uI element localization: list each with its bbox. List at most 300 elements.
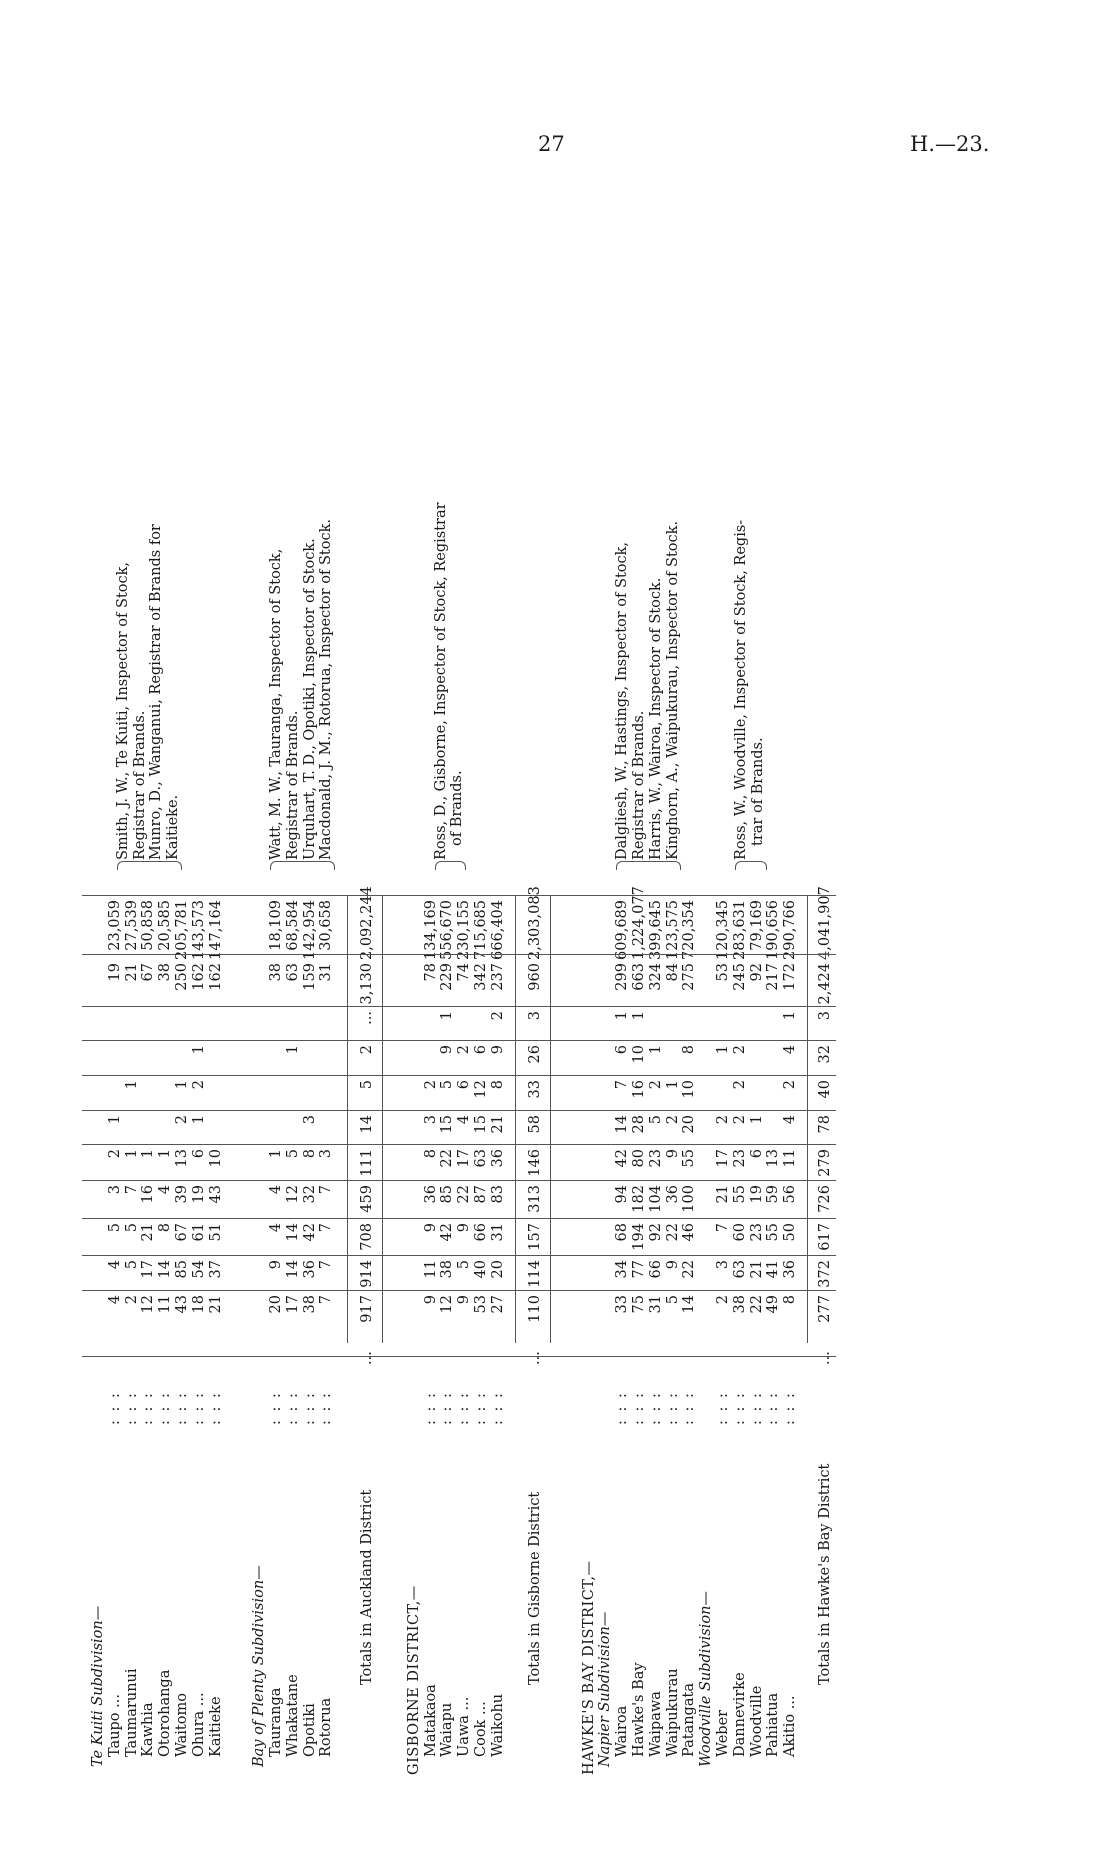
leader-dots: : : : — [190, 1391, 207, 1425]
row-value: 11 — [782, 1149, 799, 1168]
row-value: 4 — [782, 1045, 799, 1055]
row-value: 9 — [268, 1260, 285, 1270]
leader-dots: : : : — [489, 1391, 506, 1425]
row-value: 42 — [301, 1223, 318, 1242]
row-label: Otorohanga — [157, 1669, 174, 1757]
leader-dots: : : : — [123, 1391, 140, 1425]
row-value: 2 — [647, 1080, 664, 1090]
row-value: 8 — [489, 1080, 506, 1090]
leader-dots: : : : — [318, 1391, 335, 1425]
leader-dots: : : : — [268, 1391, 285, 1425]
row-value: 917 — [358, 1295, 375, 1323]
row-value: 14 — [681, 1295, 698, 1314]
row-value: 5 — [456, 1260, 473, 1270]
row-value: 2 — [106, 1149, 123, 1159]
leader-dots: : : : — [748, 1391, 765, 1425]
row-value: 960 — [526, 963, 543, 991]
row-value: 3 — [422, 1115, 439, 1125]
rule — [82, 1255, 836, 1256]
row-label: Dannevirke — [731, 1672, 748, 1757]
row-value: 16 — [140, 1185, 157, 1204]
row-label: Waiapu — [439, 1702, 456, 1757]
row-value: 2 — [782, 1080, 799, 1090]
row-value: 229 — [439, 963, 456, 991]
row-value: 61 — [190, 1223, 207, 1242]
row-value: 8 — [301, 1149, 318, 1159]
remark-line: Urquhart, T. D., Opotiki, Inspector of Stock. — [301, 538, 318, 860]
row-value: 230,155 — [456, 900, 473, 960]
leader-dots: : : : — [664, 1391, 681, 1425]
row-value: 1 — [123, 1149, 140, 1159]
row-value: 74 — [456, 963, 473, 982]
rule — [807, 895, 808, 1343]
row-value: 299 — [614, 963, 631, 991]
row-value: 19 — [190, 1185, 207, 1204]
row-value: 111 — [358, 1149, 375, 1177]
remark-line: Registrar of Brands. — [284, 710, 301, 860]
stock-return-table — [72, 220, 882, 1795]
row-value: 4 — [106, 1260, 123, 1270]
leader-dots: : : : — [422, 1391, 439, 1425]
row-value: 31 — [318, 963, 335, 982]
row-value: 38 — [731, 1295, 748, 1314]
leader-dots: : : : — [647, 1391, 664, 1425]
leader-dots: : : : — [456, 1391, 473, 1425]
row-value: 63 — [284, 963, 301, 982]
row-value: 85 — [439, 1185, 456, 1204]
row-value: 726 — [817, 1185, 834, 1213]
row-value: 1 — [284, 1045, 301, 1055]
row-value: 2 — [422, 1080, 439, 1090]
leader-dots: : : : — [630, 1391, 647, 1425]
row-label: Waitomo — [174, 1693, 190, 1757]
row-value: 68,584 — [284, 900, 301, 951]
row-value: 100 — [681, 1185, 698, 1213]
row-value: 54 — [190, 1260, 207, 1279]
leader-dots: : : : — [207, 1391, 224, 1425]
row-value: 5 — [123, 1260, 140, 1270]
brace — [435, 861, 467, 870]
row-value: 2 — [664, 1115, 681, 1125]
row-value: 20 — [268, 1295, 285, 1314]
row-value: 13 — [174, 1149, 190, 1168]
row-value: 399,645 — [647, 900, 664, 960]
row-label: Taupo ... — [106, 1694, 123, 1757]
row-value: 87 — [473, 1185, 490, 1204]
row-value: 250 — [174, 963, 190, 991]
row-value: 58 — [526, 1115, 543, 1134]
row-value: 110 — [526, 1295, 543, 1323]
row-value: 60 — [731, 1223, 748, 1242]
row-value: 18 — [190, 1295, 207, 1314]
row-value: 15 — [439, 1115, 456, 1134]
row-value: 34 — [614, 1260, 631, 1279]
row-value: 12 — [284, 1185, 301, 1204]
row-value: 80 — [630, 1149, 647, 1168]
row-value: 37 — [207, 1260, 224, 1279]
leader-dots: : : : — [731, 1391, 748, 1425]
row-value: 120,345 — [714, 900, 731, 960]
row-value: 7 — [614, 1080, 631, 1090]
row-value: 13 — [765, 1149, 782, 1168]
row-value: 2 — [123, 1295, 140, 1305]
row-label: Akitio ... — [782, 1695, 799, 1757]
row-value: 1 — [157, 1149, 174, 1159]
row-value: 66 — [473, 1223, 490, 1242]
row-value: 9 — [489, 1045, 506, 1055]
row-label: Totals in Auckland District — [358, 1489, 375, 1685]
remark-line: Watt, M. W., Tauranga, Inspector of Stock, — [268, 548, 285, 860]
rule — [82, 1356, 836, 1357]
rule — [82, 1290, 836, 1291]
row-value: 36 — [422, 1185, 439, 1204]
row-value: 63 — [731, 1260, 748, 1279]
row-value: 17 — [456, 1149, 473, 1168]
remark-line: Smith, J. W., Te Kuiti, Inspector of Stock, — [114, 561, 131, 860]
row-value: 7 — [123, 1185, 140, 1195]
row-value: 38 — [439, 1260, 456, 1279]
row-value: 8 — [157, 1223, 174, 1233]
row-value: 51 — [207, 1223, 224, 1242]
row-value: 83 — [489, 1185, 506, 1204]
brace — [270, 861, 335, 870]
row-value: 5 — [123, 1223, 140, 1233]
row-value: 2,303,083 — [526, 886, 543, 960]
row-value: 4 — [106, 1295, 123, 1305]
row-value: 190,656 — [765, 900, 782, 960]
subdivision-title: HAWKE'S BAY DISTRICT,— — [580, 1560, 597, 1775]
brace — [616, 861, 681, 870]
row-value: 7 — [318, 1185, 335, 1195]
row-value: 2 — [456, 1045, 473, 1055]
row-value: 104 — [647, 1185, 664, 1213]
row-value: 39 — [174, 1185, 190, 1204]
row-label: Waikohu — [489, 1693, 506, 1757]
row-value: 2 — [731, 1080, 748, 1090]
row-value: 142,954 — [301, 900, 318, 960]
row-value: 12 — [439, 1295, 456, 1314]
row-value: 14 — [284, 1260, 301, 1279]
row-value: 75 — [630, 1295, 647, 1314]
row-value: 182 — [630, 1185, 647, 1213]
row-value: 21 — [140, 1223, 157, 1242]
row-value: 23 — [731, 1149, 748, 1168]
row-value: 11 — [422, 1260, 439, 1279]
row-value: 1 — [439, 1011, 456, 1021]
row-value: 92 — [748, 963, 765, 982]
remark-line: Registrar of Brands. — [630, 710, 647, 860]
row-label: Whakatane — [284, 1674, 301, 1757]
remark-line: Registrar of Brands. — [131, 710, 148, 860]
row-value: 372 — [817, 1260, 834, 1288]
row-value: 5 — [439, 1080, 456, 1090]
row-value: 237 — [489, 963, 506, 991]
rule — [82, 1180, 836, 1181]
row-value: 9 — [664, 1260, 681, 1270]
row-value: 3 — [526, 1011, 543, 1021]
leader-dots: : : : — [473, 1391, 490, 1425]
row-value: 6 — [456, 1080, 473, 1090]
leader-dots: : : : — [284, 1391, 301, 1425]
row-value: 22 — [456, 1185, 473, 1204]
row-value: 27 — [489, 1295, 506, 1314]
row-value: 18,109 — [268, 900, 285, 951]
row-value: 38 — [268, 963, 285, 982]
remark-line: Ross, W., Woodville, Inspector of Stock, Regis- — [732, 519, 749, 860]
remark-line: Kaitieke. — [165, 794, 182, 860]
row-value: 36 — [301, 1260, 318, 1279]
row-value: 9 — [456, 1223, 473, 1233]
row-value: 720,354 — [681, 900, 698, 960]
row-value: 92 — [647, 1223, 664, 1242]
row-value: 2,424 — [817, 963, 834, 1005]
row-value: 3 — [301, 1115, 318, 1125]
row-value: 10 — [681, 1080, 698, 1099]
row-value: 30,658 — [318, 900, 335, 951]
rule — [82, 1006, 836, 1007]
rule — [82, 954, 836, 955]
rule — [550, 895, 551, 1343]
row-value: 159 — [301, 963, 318, 991]
row-value: 2 — [731, 1115, 748, 1125]
row-value: 36 — [489, 1149, 506, 1168]
row-value: 55 — [681, 1149, 698, 1168]
row-value: 324 — [647, 963, 664, 991]
row-value: 14 — [358, 1115, 375, 1134]
row-value: 17 — [140, 1260, 157, 1279]
row-value: 2 — [714, 1115, 731, 1125]
row-value: 67 — [174, 1223, 190, 1242]
row-value: 1 — [630, 1011, 647, 1021]
row-value: 40 — [817, 1080, 834, 1099]
row-value: 3 — [106, 1185, 123, 1195]
rule — [82, 895, 836, 896]
row-label: Kaitieke — [207, 1696, 224, 1757]
row-value: 5 — [647, 1115, 664, 1125]
row-value: 79,169 — [748, 900, 765, 951]
leader-dots: : : : — [782, 1391, 799, 1425]
row-value: 914 — [358, 1260, 375, 1288]
row-value: 21 — [714, 1185, 731, 1204]
row-value: 14 — [284, 1223, 301, 1242]
row-value: 1 — [614, 1011, 631, 1021]
remark-line: of Brands. — [449, 770, 466, 846]
row-value: 17 — [714, 1149, 731, 1168]
row-value: 23 — [748, 1223, 765, 1242]
row-value: 20 — [489, 1260, 506, 1279]
remark-line: trar of Brands. — [749, 737, 766, 846]
row-value: 2 — [358, 1045, 375, 1055]
row-value: 162 — [190, 963, 207, 991]
row-value: 556,670 — [439, 900, 456, 960]
row-value: 3 — [817, 1011, 834, 1021]
row-label: Ohura ... — [190, 1692, 207, 1757]
row-label: Weber — [714, 1709, 731, 1757]
row-value: 6 — [473, 1045, 490, 1055]
row-value: 1 — [106, 1115, 123, 1125]
row-value: 78 — [422, 963, 439, 982]
row-value: 459 — [358, 1185, 375, 1213]
row-label: Totals in Hawke's Bay District — [817, 1463, 834, 1685]
leader-dots: : : : — [714, 1391, 731, 1425]
row-value: 9 — [439, 1045, 456, 1055]
row-value: 7 — [714, 1223, 731, 1233]
row-value: 9 — [422, 1295, 439, 1305]
row-value: 33 — [526, 1080, 543, 1099]
row-value: 21 — [123, 963, 140, 982]
row-value: 36 — [664, 1185, 681, 1204]
row-value: 46 — [681, 1223, 698, 1242]
subdivision-title: Woodville Subdivision— — [698, 1591, 715, 1767]
row-label: Rotorua — [318, 1697, 335, 1757]
row-value: 68 — [614, 1223, 631, 1242]
row-value: 1 — [190, 1115, 207, 1125]
row-value: 43 — [207, 1185, 224, 1204]
row-value: 1 — [748, 1115, 765, 1125]
row-value: 1 — [190, 1045, 207, 1055]
brace — [117, 861, 182, 870]
row-value: 85 — [174, 1260, 190, 1279]
row-value: 342 — [473, 963, 490, 991]
row-value: 708 — [358, 1223, 375, 1251]
row-value: 617 — [817, 1223, 834, 1251]
row-value: 146 — [526, 1149, 543, 1177]
row-value: 162 — [207, 963, 224, 991]
row-value: 23 — [647, 1149, 664, 1168]
row-value: 3 — [318, 1149, 335, 1159]
row-value: 21 — [748, 1260, 765, 1279]
row-value: 2 — [190, 1080, 207, 1090]
subdivision-title: GISBORNE DISTRICT,— — [405, 1585, 422, 1775]
remark-line: Munro, D., Wanganui, Registrar of Brands for — [148, 524, 165, 860]
row-value: 4 — [268, 1223, 285, 1233]
row-value: 15 — [473, 1115, 490, 1134]
row-label: Taumarunui — [123, 1668, 140, 1757]
rule — [82, 1040, 836, 1041]
row-value: 157 — [526, 1223, 543, 1251]
leader-dots: : : : — [174, 1391, 190, 1425]
row-value: 19 — [106, 963, 123, 982]
page-number: 27 — [538, 132, 565, 156]
row-label: Cook ... — [473, 1701, 490, 1757]
row-value: 43 — [174, 1295, 190, 1314]
row-value: 205,781 — [174, 900, 190, 960]
remark-line: Harris, W., Wairoa, Inspector of Stock. — [647, 577, 664, 860]
row-value: 22 — [664, 1223, 681, 1242]
subdivision-title: Napier Subdivision— — [597, 1611, 614, 1767]
row-value: 715,685 — [473, 900, 490, 960]
row-value: 6 — [614, 1045, 631, 1055]
row-value: 4 — [456, 1115, 473, 1125]
row-value: 5 — [106, 1223, 123, 1233]
row-value: 38 — [157, 963, 174, 982]
row-value: 4 — [157, 1185, 174, 1195]
remark-line: Ross, D., Gisborne, Inspector of Stock, Registrar — [432, 502, 449, 860]
row-value: 2 — [714, 1295, 731, 1305]
rule — [515, 895, 516, 1343]
row-value: 147,164 — [207, 900, 224, 960]
row-value: 66 — [647, 1260, 664, 1279]
row-value: 77 — [630, 1260, 647, 1279]
row-label: Wairoa — [614, 1705, 631, 1757]
row-value: 1 — [174, 1080, 190, 1090]
row-value: 31 — [647, 1295, 664, 1314]
row-value: 32 — [817, 1045, 834, 1064]
row-value: 40 — [473, 1260, 490, 1279]
row-value: 2 — [731, 1045, 748, 1055]
row-value: 2,092,244 — [358, 886, 375, 960]
row-value: 9 — [664, 1149, 681, 1159]
row-value: 53 — [714, 963, 731, 982]
row-value: 22 — [748, 1295, 765, 1314]
row-value: 20 — [681, 1115, 698, 1134]
row-label: Patangata — [681, 1683, 698, 1757]
subdivision-title: Bay of Plenty Subdivision— — [251, 1565, 268, 1767]
rule — [382, 895, 383, 1343]
row-value: 20,585 — [157, 900, 174, 951]
row-value: 609,689 — [614, 900, 631, 960]
row-value: 1 — [647, 1045, 664, 1055]
row-value: 23,059 — [106, 900, 123, 951]
row-value: 50,858 — [140, 900, 157, 951]
rule — [82, 1218, 836, 1219]
row-value: 114 — [526, 1260, 543, 1288]
rule — [82, 1075, 836, 1076]
row-value: 94 — [614, 1185, 631, 1204]
row-value: 14 — [157, 1260, 174, 1279]
row-value: 41 — [765, 1260, 782, 1279]
row-value: 290,766 — [782, 900, 799, 960]
row-value: 21 — [489, 1115, 506, 1134]
row-value: 5 — [664, 1295, 681, 1305]
row-label: Pahiatua — [765, 1692, 782, 1757]
row-value: 194 — [630, 1223, 647, 1251]
total-dots: ... — [526, 1351, 543, 1365]
leader-dots: : : : — [681, 1391, 698, 1425]
row-value: ... — [358, 1011, 375, 1025]
row-value: 50 — [782, 1223, 799, 1242]
row-value: 663 — [630, 963, 647, 991]
report-reference: H.—23. — [910, 132, 990, 156]
row-value: 42 — [614, 1149, 631, 1168]
row-value: 6 — [190, 1149, 207, 1159]
row-value: 2 — [489, 1011, 506, 1021]
row-label: Waipukurau — [664, 1668, 681, 1757]
leader-dots: : : : — [614, 1391, 631, 1425]
row-value: 172 — [782, 963, 799, 991]
row-value: 22 — [681, 1260, 698, 1279]
row-value: 217 — [765, 963, 782, 991]
row-value: 6 — [748, 1149, 765, 1159]
row-value: 1 — [664, 1080, 681, 1090]
row-value: 12 — [140, 1295, 157, 1314]
row-value: 14 — [614, 1115, 631, 1134]
rule — [82, 1144, 836, 1145]
remark-line: Macdonald, J. M., Rotorua, Inspector of Stock. — [318, 519, 335, 860]
brace — [735, 861, 767, 870]
row-value: 8 — [782, 1295, 799, 1305]
row-value: 283,631 — [731, 900, 748, 960]
row-value: 84 — [664, 963, 681, 982]
row-value: 27,539 — [123, 900, 140, 951]
row-label: Woodville — [748, 1685, 765, 1757]
row-value: 7 — [318, 1260, 335, 1270]
row-value: 123,575 — [664, 900, 681, 960]
leader-dots: : : : — [301, 1391, 318, 1425]
row-value: 666,404 — [489, 900, 506, 960]
row-label: Tauranga — [268, 1687, 285, 1757]
row-value: 277 — [817, 1295, 834, 1323]
